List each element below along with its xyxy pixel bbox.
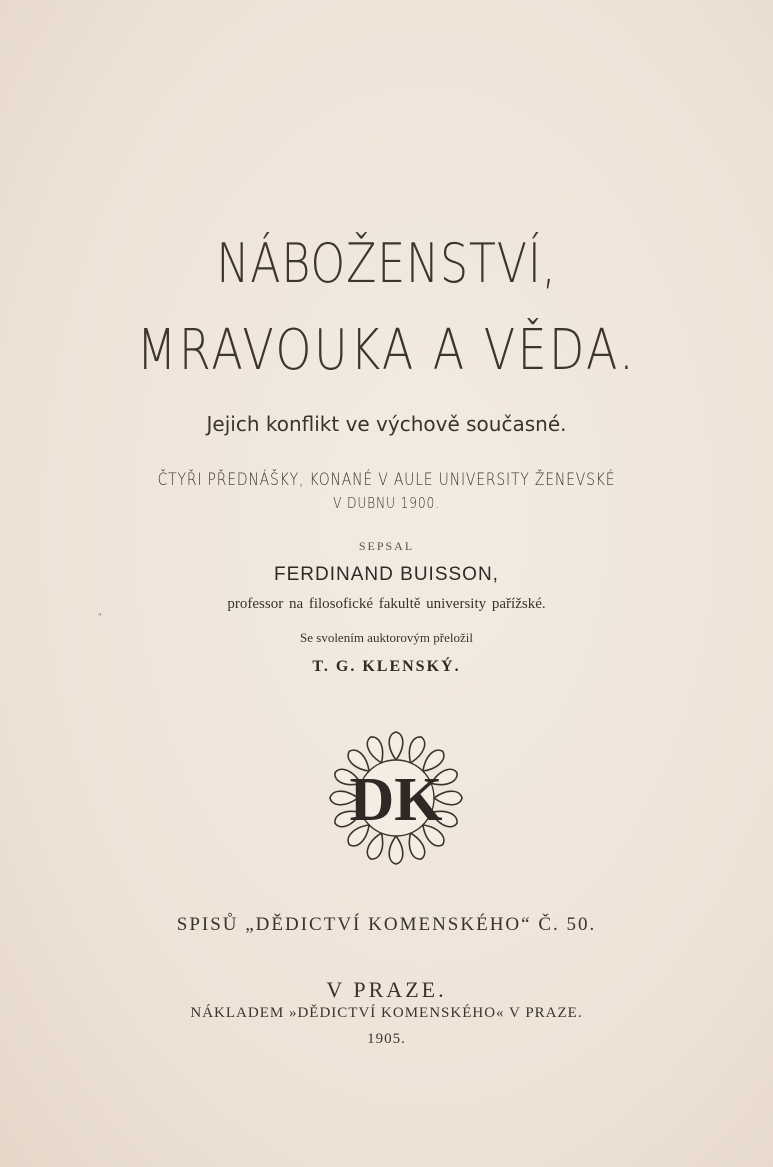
sepsal-label: SEPSAL <box>358 539 415 553</box>
imprint-publisher: NÁKLADEM »DĚDICTVÍ KOMENSKÉHO« V PRAZE. <box>190 1005 583 1021</box>
subtitle: Jejich konflikt ve výchově současné. <box>206 412 567 436</box>
author-title: professor na filosofické fakultě university pařížské. <box>227 596 546 612</box>
svg-text:DK: DK <box>349 766 443 834</box>
title-line-2: MRAVOUKA A VĚDA. <box>136 318 637 383</box>
title-line-1: NÁBOŽENSTVÍ, <box>216 232 557 295</box>
lectures-line-1: ČTYŘI PŘEDNÁŠKY, KONANÉ V AULE UNIVERSITY ŽENEVSKÉ <box>157 470 616 490</box>
series-line: SPISŮ „DĚDICTVÍ KOMENSKÉHO“ Č. 50. <box>176 914 597 935</box>
stray-mark: " <box>98 612 102 622</box>
translation-permission: Se svolením auktorovým přeložil <box>300 630 473 645</box>
imprint-city: V PRAZE. <box>326 977 447 1002</box>
translator-name: T. G. KLENSKÝ. <box>312 658 461 675</box>
imprint-year: 1905. <box>367 1031 406 1047</box>
author-name: FERDINAND BUISSON, <box>274 564 499 585</box>
lectures-line-2: V DUBNU 1900. <box>333 494 440 512</box>
dk-publisher-logo <box>327 730 465 866</box>
